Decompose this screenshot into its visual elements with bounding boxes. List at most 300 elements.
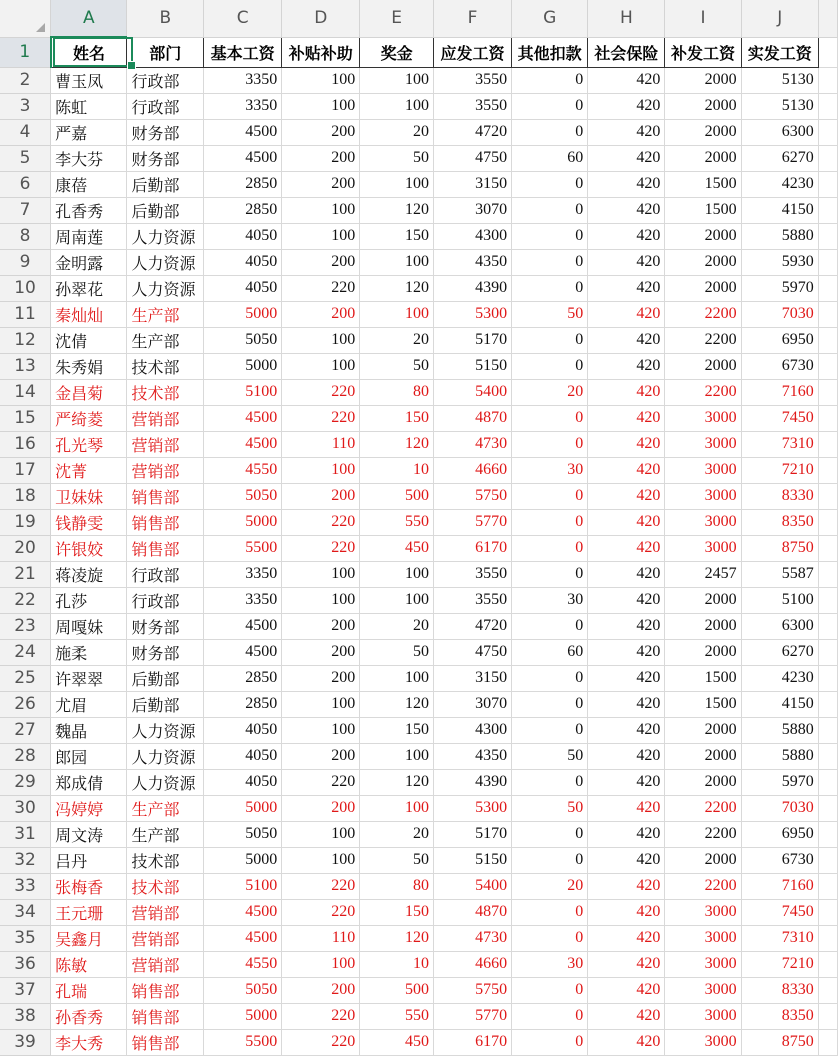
table-cell[interactable]: 吕丹 xyxy=(51,847,127,873)
table-cell[interactable]: 周南莲 xyxy=(51,223,127,249)
table-cell[interactable]: 450 xyxy=(360,1029,434,1055)
table-cell[interactable] xyxy=(818,1029,837,1055)
table-cell[interactable]: 200 xyxy=(282,665,360,691)
table-cell[interactable] xyxy=(818,899,837,925)
table-cell[interactable]: 4500 xyxy=(204,925,282,951)
table-cell[interactable]: 2000 xyxy=(665,587,741,613)
table-cell[interactable]: 420 xyxy=(588,509,665,535)
header-cell-net-pay[interactable]: 实发工资 xyxy=(741,37,818,67)
table-cell[interactable] xyxy=(818,275,837,301)
table-cell[interactable]: 行政部 xyxy=(127,561,204,587)
table-cell[interactable]: 营销部 xyxy=(127,925,204,951)
column-header-i[interactable]: I xyxy=(665,0,741,37)
table-cell[interactable]: 技术部 xyxy=(127,873,204,899)
row-header[interactable]: 25 xyxy=(0,665,51,691)
table-cell[interactable]: 许翠翠 xyxy=(51,665,127,691)
table-cell[interactable]: 60 xyxy=(512,639,588,665)
table-cell[interactable]: 郎园 xyxy=(51,743,127,769)
table-cell[interactable]: 100 xyxy=(360,561,434,587)
table-cell[interactable]: 5400 xyxy=(434,379,512,405)
table-cell[interactable]: 4660 xyxy=(434,951,512,977)
table-cell[interactable]: 4660 xyxy=(434,457,512,483)
table-cell[interactable]: 6170 xyxy=(434,1029,512,1055)
table-cell[interactable] xyxy=(818,951,837,977)
row-header[interactable]: 21 xyxy=(0,561,51,587)
table-cell[interactable]: 20 xyxy=(360,613,434,639)
table-cell[interactable]: 5000 xyxy=(204,1003,282,1029)
table-cell[interactable]: 420 xyxy=(588,379,665,405)
table-cell[interactable]: 5100 xyxy=(741,587,818,613)
table-cell[interactable]: 420 xyxy=(588,457,665,483)
table-cell[interactable]: 6170 xyxy=(434,535,512,561)
table-cell[interactable]: 5500 xyxy=(204,535,282,561)
row-header[interactable]: 5 xyxy=(0,145,51,171)
table-cell[interactable]: 陈虹 xyxy=(51,93,127,119)
table-cell[interactable]: 120 xyxy=(360,275,434,301)
table-cell[interactable]: 4050 xyxy=(204,743,282,769)
table-cell[interactable]: 100 xyxy=(360,171,434,197)
table-cell[interactable]: 100 xyxy=(282,587,360,613)
table-cell[interactable]: 100 xyxy=(282,717,360,743)
table-cell[interactable]: 5000 xyxy=(204,353,282,379)
table-cell[interactable]: 2000 xyxy=(665,769,741,795)
table-cell[interactable]: 冯婷婷 xyxy=(51,795,127,821)
table-cell[interactable]: 420 xyxy=(588,327,665,353)
table-cell[interactable]: 100 xyxy=(360,743,434,769)
table-cell[interactable]: 420 xyxy=(588,1029,665,1055)
table-cell[interactable]: 6730 xyxy=(741,353,818,379)
table-cell[interactable]: 10 xyxy=(360,951,434,977)
table-cell[interactable]: 0 xyxy=(512,405,588,431)
table-cell[interactable]: 4050 xyxy=(204,769,282,795)
table-cell[interactable]: 5130 xyxy=(741,93,818,119)
table-cell[interactable]: 150 xyxy=(360,405,434,431)
table-cell[interactable]: 7030 xyxy=(741,795,818,821)
row-header[interactable]: 15 xyxy=(0,405,51,431)
table-cell[interactable]: 销售部 xyxy=(127,977,204,1003)
table-cell[interactable]: 5587 xyxy=(741,561,818,587)
row-header-1[interactable]: 1 xyxy=(0,37,51,67)
table-cell[interactable]: 100 xyxy=(360,587,434,613)
table-cell[interactable]: 5880 xyxy=(741,743,818,769)
table-cell[interactable]: 6270 xyxy=(741,639,818,665)
table-cell[interactable]: 人力资源 xyxy=(127,743,204,769)
table-cell[interactable]: 2850 xyxy=(204,171,282,197)
table-cell[interactable]: 450 xyxy=(360,535,434,561)
table-cell[interactable]: 4720 xyxy=(434,119,512,145)
table-cell[interactable]: 100 xyxy=(282,951,360,977)
table-cell[interactable]: 420 xyxy=(588,301,665,327)
table-cell[interactable]: 420 xyxy=(588,119,665,145)
table-cell[interactable]: 550 xyxy=(360,509,434,535)
table-cell[interactable]: 3550 xyxy=(434,93,512,119)
table-cell[interactable]: 3070 xyxy=(434,691,512,717)
table-cell[interactable]: 5000 xyxy=(204,847,282,873)
table-cell[interactable]: 420 xyxy=(588,587,665,613)
header-cell-back-pay[interactable]: 补发工资 xyxy=(665,37,741,67)
table-cell[interactable] xyxy=(818,665,837,691)
row-header[interactable]: 27 xyxy=(0,717,51,743)
table-cell[interactable]: 周嘎妹 xyxy=(51,613,127,639)
table-cell[interactable]: 420 xyxy=(588,353,665,379)
table-cell[interactable]: 4720 xyxy=(434,613,512,639)
table-cell[interactable] xyxy=(818,821,837,847)
table-cell[interactable]: 5300 xyxy=(434,301,512,327)
table-cell[interactable] xyxy=(818,925,837,951)
table-cell[interactable]: 100 xyxy=(282,691,360,717)
table-cell[interactable]: 7160 xyxy=(741,873,818,899)
table-cell[interactable] xyxy=(818,301,837,327)
table-cell[interactable]: 50 xyxy=(360,847,434,873)
table-cell[interactable]: 2000 xyxy=(665,275,741,301)
table-cell[interactable]: 2850 xyxy=(204,665,282,691)
table-cell[interactable]: 生产部 xyxy=(127,795,204,821)
table-cell[interactable] xyxy=(818,223,837,249)
table-cell[interactable]: 人力资源 xyxy=(127,249,204,275)
table-cell[interactable]: 3000 xyxy=(665,457,741,483)
table-cell[interactable]: 200 xyxy=(282,639,360,665)
table-cell[interactable]: 5050 xyxy=(204,977,282,1003)
table-cell[interactable] xyxy=(818,93,837,119)
table-cell[interactable]: 220 xyxy=(282,899,360,925)
table-cell[interactable]: 5400 xyxy=(434,873,512,899)
table-cell[interactable]: 120 xyxy=(360,197,434,223)
table-cell[interactable]: 420 xyxy=(588,769,665,795)
table-cell[interactable]: 100 xyxy=(282,93,360,119)
table-cell[interactable]: 4730 xyxy=(434,431,512,457)
table-cell[interactable]: 200 xyxy=(282,119,360,145)
table-cell[interactable] xyxy=(818,639,837,665)
table-cell[interactable]: 4870 xyxy=(434,405,512,431)
table-cell[interactable]: 4870 xyxy=(434,899,512,925)
table-cell[interactable]: 420 xyxy=(588,899,665,925)
table-cell[interactable]: 0 xyxy=(512,613,588,639)
table-cell[interactable]: 生产部 xyxy=(127,301,204,327)
table-cell[interactable]: 150 xyxy=(360,223,434,249)
table-cell[interactable]: 420 xyxy=(588,67,665,93)
table-cell[interactable]: 2000 xyxy=(665,847,741,873)
table-cell[interactable]: 420 xyxy=(588,405,665,431)
table-cell[interactable]: 6950 xyxy=(741,327,818,353)
table-cell[interactable]: 2850 xyxy=(204,197,282,223)
table-cell[interactable]: 0 xyxy=(512,977,588,1003)
row-header[interactable]: 14 xyxy=(0,379,51,405)
header-cell-gross-pay[interactable]: 应发工资 xyxy=(434,37,512,67)
table-cell[interactable]: 110 xyxy=(282,431,360,457)
row-header[interactable]: 31 xyxy=(0,821,51,847)
table-cell[interactable]: 8750 xyxy=(741,535,818,561)
table-cell[interactable]: 420 xyxy=(588,717,665,743)
row-header[interactable]: 28 xyxy=(0,743,51,769)
table-cell[interactable] xyxy=(818,769,837,795)
column-header-h[interactable]: H xyxy=(588,0,665,37)
table-cell[interactable]: 50 xyxy=(360,353,434,379)
table-cell[interactable]: 3350 xyxy=(204,587,282,613)
header-cell-base-salary[interactable]: 基本工资 xyxy=(204,37,282,67)
table-cell[interactable]: 4050 xyxy=(204,717,282,743)
table-cell[interactable]: 200 xyxy=(282,743,360,769)
table-cell[interactable]: 营销部 xyxy=(127,405,204,431)
table-cell[interactable]: 420 xyxy=(588,483,665,509)
table-cell[interactable]: 3000 xyxy=(665,925,741,951)
column-header-j[interactable]: J xyxy=(741,0,818,37)
table-cell[interactable]: 4730 xyxy=(434,925,512,951)
table-cell[interactable]: 5050 xyxy=(204,327,282,353)
cell-empty[interactable] xyxy=(818,37,837,67)
table-cell[interactable]: 卫妹妹 xyxy=(51,483,127,509)
table-cell[interactable]: 50 xyxy=(360,145,434,171)
table-cell[interactable]: 420 xyxy=(588,197,665,223)
table-cell[interactable]: 8330 xyxy=(741,977,818,1003)
table-cell[interactable]: 4300 xyxy=(434,223,512,249)
table-cell[interactable]: 0 xyxy=(512,1029,588,1055)
table-cell[interactable]: 7210 xyxy=(741,457,818,483)
fill-handle[interactable] xyxy=(127,61,136,70)
table-cell[interactable]: 沈菁 xyxy=(51,457,127,483)
table-cell[interactable] xyxy=(818,509,837,535)
table-cell[interactable]: 秦灿灿 xyxy=(51,301,127,327)
table-cell[interactable]: 人力资源 xyxy=(127,717,204,743)
table-cell[interactable]: 7450 xyxy=(741,899,818,925)
table-cell[interactable]: 0 xyxy=(512,925,588,951)
table-cell[interactable]: 周文涛 xyxy=(51,821,127,847)
table-cell[interactable]: 0 xyxy=(512,93,588,119)
table-cell[interactable]: 0 xyxy=(512,171,588,197)
table-cell[interactable]: 王元珊 xyxy=(51,899,127,925)
table-cell[interactable]: 420 xyxy=(588,639,665,665)
row-header[interactable]: 29 xyxy=(0,769,51,795)
table-cell[interactable] xyxy=(818,587,837,613)
table-cell[interactable]: 8350 xyxy=(741,1003,818,1029)
table-cell[interactable] xyxy=(818,613,837,639)
table-cell[interactable]: 后勤部 xyxy=(127,171,204,197)
table-cell[interactable]: 5000 xyxy=(204,301,282,327)
table-cell[interactable]: 4150 xyxy=(741,691,818,717)
table-cell[interactable]: 人力资源 xyxy=(127,769,204,795)
table-cell[interactable] xyxy=(818,379,837,405)
table-cell[interactable]: 5300 xyxy=(434,795,512,821)
row-header[interactable]: 13 xyxy=(0,353,51,379)
table-cell[interactable]: 蒋凌旋 xyxy=(51,561,127,587)
table-cell[interactable]: 康蓓 xyxy=(51,171,127,197)
table-cell[interactable]: 220 xyxy=(282,769,360,795)
table-cell[interactable]: 李大秀 xyxy=(51,1029,127,1055)
table-cell[interactable]: 郑成倩 xyxy=(51,769,127,795)
table-cell[interactable]: 钱静雯 xyxy=(51,509,127,535)
table-cell[interactable] xyxy=(818,691,837,717)
table-cell[interactable]: 220 xyxy=(282,873,360,899)
table-cell[interactable]: 200 xyxy=(282,171,360,197)
table-cell[interactable]: 5770 xyxy=(434,509,512,535)
table-cell[interactable]: 2200 xyxy=(665,301,741,327)
table-cell[interactable]: 5000 xyxy=(204,509,282,535)
row-header[interactable]: 11 xyxy=(0,301,51,327)
header-cell-social-insurance[interactable]: 社会保险 xyxy=(588,37,665,67)
table-cell[interactable]: 100 xyxy=(282,847,360,873)
table-cell[interactable]: 吴鑫月 xyxy=(51,925,127,951)
table-cell[interactable]: 5970 xyxy=(741,769,818,795)
table-cell[interactable]: 200 xyxy=(282,145,360,171)
table-cell[interactable]: 100 xyxy=(282,457,360,483)
table-cell[interactable]: 420 xyxy=(588,925,665,951)
table-cell[interactable]: 3350 xyxy=(204,561,282,587)
table-cell[interactable]: 5130 xyxy=(741,67,818,93)
column-header-a[interactable]: A xyxy=(51,0,127,37)
table-cell[interactable]: 4230 xyxy=(741,171,818,197)
table-cell[interactable]: 魏晶 xyxy=(51,717,127,743)
row-header[interactable]: 8 xyxy=(0,223,51,249)
table-cell[interactable]: 生产部 xyxy=(127,327,204,353)
header-cell-name[interactable]: 姓名 xyxy=(51,37,127,67)
table-cell[interactable] xyxy=(818,457,837,483)
table-cell[interactable]: 许银姣 xyxy=(51,535,127,561)
table-cell[interactable]: 3000 xyxy=(665,405,741,431)
header-cell-other-deductions[interactable]: 其他扣款 xyxy=(512,37,588,67)
table-cell[interactable]: 3350 xyxy=(204,67,282,93)
table-cell[interactable]: 220 xyxy=(282,535,360,561)
table-cell[interactable]: 2000 xyxy=(665,67,741,93)
table-cell[interactable]: 0 xyxy=(512,769,588,795)
table-cell[interactable]: 120 xyxy=(360,925,434,951)
table-cell[interactable]: 4500 xyxy=(204,119,282,145)
table-cell[interactable]: 0 xyxy=(512,847,588,873)
table-cell[interactable] xyxy=(818,873,837,899)
table-cell[interactable]: 200 xyxy=(282,483,360,509)
table-cell[interactable]: 行政部 xyxy=(127,67,204,93)
table-cell[interactable]: 1500 xyxy=(665,691,741,717)
table-cell[interactable]: 420 xyxy=(588,145,665,171)
table-cell[interactable]: 220 xyxy=(282,275,360,301)
table-cell[interactable]: 220 xyxy=(282,405,360,431)
table-cell[interactable]: 3000 xyxy=(665,431,741,457)
table-cell[interactable]: 20 xyxy=(512,379,588,405)
table-cell[interactable]: 5000 xyxy=(204,795,282,821)
table-cell[interactable]: 20 xyxy=(360,327,434,353)
table-cell[interactable]: 2200 xyxy=(665,873,741,899)
table-cell[interactable]: 50 xyxy=(512,795,588,821)
table-cell[interactable]: 4390 xyxy=(434,769,512,795)
table-cell[interactable]: 李大芬 xyxy=(51,145,127,171)
table-cell[interactable]: 孔瑞 xyxy=(51,977,127,1003)
table-cell[interactable]: 8350 xyxy=(741,509,818,535)
table-cell[interactable]: 2000 xyxy=(665,93,741,119)
row-header[interactable]: 23 xyxy=(0,613,51,639)
table-cell[interactable]: 2000 xyxy=(665,249,741,275)
table-cell[interactable]: 2200 xyxy=(665,327,741,353)
row-header[interactable]: 36 xyxy=(0,951,51,977)
column-header-c[interactable]: C xyxy=(204,0,282,37)
table-cell[interactable]: 420 xyxy=(588,93,665,119)
table-cell[interactable]: 5880 xyxy=(741,717,818,743)
table-cell[interactable]: 20 xyxy=(360,821,434,847)
table-cell[interactable]: 4500 xyxy=(204,899,282,925)
table-cell[interactable]: 4050 xyxy=(204,275,282,301)
table-cell[interactable]: 2000 xyxy=(665,743,741,769)
table-cell[interactable]: 0 xyxy=(512,275,588,301)
table-cell[interactable]: 150 xyxy=(360,717,434,743)
table-cell[interactable]: 5170 xyxy=(434,821,512,847)
table-cell[interactable]: 5150 xyxy=(434,353,512,379)
table-cell[interactable]: 5050 xyxy=(204,483,282,509)
table-cell[interactable]: 销售部 xyxy=(127,1029,204,1055)
table-cell[interactable]: 5770 xyxy=(434,1003,512,1029)
table-cell[interactable]: 销售部 xyxy=(127,483,204,509)
table-cell[interactable]: 7450 xyxy=(741,405,818,431)
table-cell[interactable]: 后勤部 xyxy=(127,691,204,717)
table-cell[interactable]: 销售部 xyxy=(127,535,204,561)
table-cell[interactable] xyxy=(818,327,837,353)
table-cell[interactable]: 0 xyxy=(512,67,588,93)
table-cell[interactable]: 200 xyxy=(282,613,360,639)
table-cell[interactable]: 200 xyxy=(282,795,360,821)
table-cell[interactable]: 1500 xyxy=(665,171,741,197)
table-cell[interactable]: 3150 xyxy=(434,665,512,691)
table-cell[interactable]: 2457 xyxy=(665,561,741,587)
table-cell[interactable]: 5150 xyxy=(434,847,512,873)
table-cell[interactable]: 3000 xyxy=(665,535,741,561)
header-cell-allowance[interactable]: 补贴补助 xyxy=(282,37,360,67)
table-cell[interactable]: 100 xyxy=(282,821,360,847)
row-header[interactable]: 7 xyxy=(0,197,51,223)
table-cell[interactable]: 420 xyxy=(588,249,665,275)
table-cell[interactable]: 150 xyxy=(360,899,434,925)
column-header-e[interactable]: E xyxy=(360,0,434,37)
table-cell[interactable]: 3000 xyxy=(665,483,741,509)
table-cell[interactable]: 4150 xyxy=(741,197,818,223)
row-header[interactable]: 33 xyxy=(0,873,51,899)
row-header[interactable]: 3 xyxy=(0,93,51,119)
table-cell[interactable]: 5970 xyxy=(741,275,818,301)
table-cell[interactable]: 420 xyxy=(588,171,665,197)
table-cell[interactable] xyxy=(818,483,837,509)
row-header[interactable]: 32 xyxy=(0,847,51,873)
table-cell[interactable] xyxy=(818,561,837,587)
table-cell[interactable]: 行政部 xyxy=(127,93,204,119)
table-cell[interactable]: 60 xyxy=(512,145,588,171)
table-cell[interactable]: 220 xyxy=(282,1029,360,1055)
table-cell[interactable]: 30 xyxy=(512,951,588,977)
table-cell[interactable]: 4500 xyxy=(204,613,282,639)
table-cell[interactable]: 2200 xyxy=(665,379,741,405)
table-cell[interactable]: 6730 xyxy=(741,847,818,873)
table-cell[interactable]: 4050 xyxy=(204,249,282,275)
table-cell[interactable] xyxy=(818,795,837,821)
table-cell[interactable]: 0 xyxy=(512,197,588,223)
table-cell[interactable]: 4350 xyxy=(434,743,512,769)
row-header[interactable]: 22 xyxy=(0,587,51,613)
table-cell[interactable]: 0 xyxy=(512,353,588,379)
table-cell[interactable]: 110 xyxy=(282,925,360,951)
table-cell[interactable]: 张梅香 xyxy=(51,873,127,899)
table-cell[interactable]: 尤眉 xyxy=(51,691,127,717)
table-cell[interactable]: 朱秀娟 xyxy=(51,353,127,379)
table-cell[interactable]: 4230 xyxy=(741,665,818,691)
table-cell[interactable]: 0 xyxy=(512,821,588,847)
table-cell[interactable] xyxy=(818,405,837,431)
table-cell[interactable]: 5170 xyxy=(434,327,512,353)
header-cell-dept[interactable]: 部门 xyxy=(127,37,204,67)
table-cell[interactable]: 孔莎 xyxy=(51,587,127,613)
table-cell[interactable]: 行政部 xyxy=(127,587,204,613)
table-cell[interactable]: 严嘉 xyxy=(51,119,127,145)
table-cell[interactable]: 120 xyxy=(360,691,434,717)
table-cell[interactable]: 4500 xyxy=(204,431,282,457)
column-header-d[interactable]: D xyxy=(282,0,360,37)
table-cell[interactable]: 500 xyxy=(360,483,434,509)
header-cell-bonus[interactable]: 奖金 xyxy=(360,37,434,67)
table-cell[interactable]: 孔香秀 xyxy=(51,197,127,223)
table-cell[interactable]: 5750 xyxy=(434,483,512,509)
